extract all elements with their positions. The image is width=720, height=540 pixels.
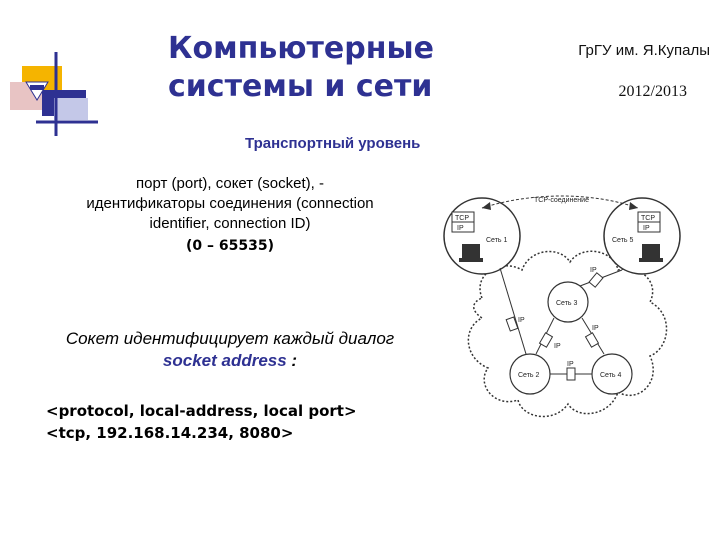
socket-colon: : <box>286 351 298 370</box>
para-line-2: идентификаторы соединения (connection <box>86 195 374 212</box>
network-3-label: Сеть 3 <box>556 300 578 307</box>
network-1-circle <box>444 198 520 274</box>
network-5-label: Сеть 5 <box>612 237 634 244</box>
internet-cloud <box>468 251 666 416</box>
port-range: (0 – 65535) <box>186 238 274 254</box>
para-line-1: порт (port), сокет (socket), - <box>136 175 324 192</box>
title-line-1: Компьютерные <box>168 31 434 66</box>
socket-format <box>46 400 357 444</box>
university-logo <box>8 52 98 138</box>
network-5-circle <box>604 198 680 274</box>
socket-address-line <box>40 351 420 371</box>
para-line-3: identifier, connection ID) <box>149 215 311 232</box>
tcp-connection-label: TCP-соединение <box>534 197 589 204</box>
socket-description: Сокет идентифицирует каждый диалог <box>65 329 395 348</box>
organization-name: ГрГУ им. Я.Купалы <box>578 42 710 59</box>
socket-address-term: socket address <box>162 351 287 370</box>
slide-title <box>168 30 498 106</box>
computer-5-icon <box>639 244 663 262</box>
ip-label-right: IP <box>643 225 650 232</box>
ip-router-label-3: IP <box>554 343 561 350</box>
network-2-label: Сеть 2 <box>518 372 540 379</box>
proto-format-line: <protocol, local-address, local port> <box>46 402 357 420</box>
tcp-label-right: TCP <box>641 215 655 222</box>
ip-router-label-5: IP <box>567 361 574 368</box>
logo-graphic <box>8 52 98 138</box>
ip-router-label-4: IP <box>592 325 599 332</box>
ip-router-label-2: IP <box>518 317 525 324</box>
tcp-label-left: TCP <box>455 215 469 222</box>
proto-example-line: <tcp, 192.168.14.234, 8080> <box>46 424 294 442</box>
academic-year: 2012/2013 <box>618 83 687 100</box>
network-diagram <box>442 178 688 432</box>
title-line-2: системы и сети <box>168 69 433 104</box>
section-subtitle: Транспортный уровень <box>245 135 421 152</box>
computer-1-icon <box>459 244 483 262</box>
network-1-label: Сеть 1 <box>486 237 508 244</box>
network-4-label: Сеть 4 <box>600 372 622 379</box>
ip-router-label-1: IP <box>590 267 597 274</box>
ip-label-left: IP <box>457 225 464 232</box>
port-definition <box>40 174 420 234</box>
